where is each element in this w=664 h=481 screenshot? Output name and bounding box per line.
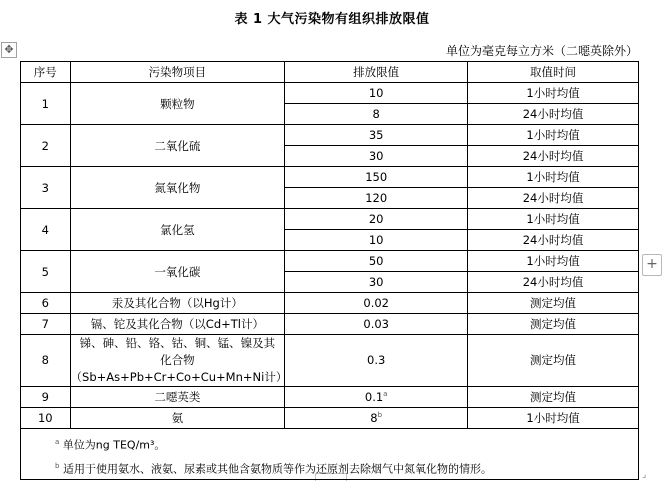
note-text: 适用于使用氨水、液氨、尿素或其他含氨物质等作为还原剂去除烟气中氮氧化物的情形。 bbox=[62, 462, 492, 476]
row-name: 镉、铊及其化合物（以Cd+Tl计） bbox=[70, 314, 285, 335]
table-row bbox=[21, 314, 639, 335]
row-time: 24小时均值 bbox=[468, 272, 639, 293]
row-limit: 35 bbox=[285, 125, 468, 146]
row-no: 7 bbox=[21, 314, 71, 335]
row-limit: 30 bbox=[285, 272, 468, 293]
row-no: 1 bbox=[21, 83, 71, 125]
row-no: 3 bbox=[21, 167, 71, 209]
table-row bbox=[21, 293, 639, 314]
footnote-ref: b bbox=[377, 411, 383, 420]
row-name: 颗粒物 bbox=[70, 83, 285, 125]
row-no: 5 bbox=[21, 251, 71, 293]
note-a bbox=[55, 432, 638, 456]
row-name: 一氧化碳 bbox=[70, 251, 285, 293]
row-time: 测定均值 bbox=[468, 314, 639, 335]
row-time: 24小时均值 bbox=[468, 146, 639, 167]
row-limit: 0.3 bbox=[285, 335, 468, 387]
resize-icon[interactable]: ⌟ bbox=[642, 470, 647, 480]
note-mark: a bbox=[55, 438, 60, 446]
row-no: 2 bbox=[21, 125, 71, 167]
row-time: 1小时均值 bbox=[468, 167, 639, 188]
table-row bbox=[21, 167, 639, 188]
row-limit bbox=[285, 387, 468, 408]
note-b bbox=[55, 456, 638, 480]
unit-note: 单位为毫克每立方米（二噁英除外） bbox=[445, 44, 638, 58]
row-limit: 120 bbox=[285, 188, 468, 209]
table-row bbox=[21, 387, 639, 408]
table-row bbox=[21, 209, 639, 230]
row-time: 测定均值 bbox=[468, 335, 639, 387]
row-name: 氯化氢 bbox=[70, 209, 285, 251]
row-name: 二噁英类 bbox=[70, 387, 285, 408]
row-name: 汞及其化合物（以Hg计） bbox=[70, 293, 285, 314]
row-no: 6 bbox=[21, 293, 71, 314]
row-limit: 150 bbox=[285, 167, 468, 188]
limit-value: 0.1 bbox=[364, 390, 384, 404]
move-handle-icon[interactable]: ✥ bbox=[1, 42, 17, 58]
row-no: 4 bbox=[21, 209, 71, 251]
add-column-icon[interactable]: + bbox=[642, 254, 662, 276]
header-limit: 排放限值 bbox=[285, 62, 468, 83]
row-limit: 8 bbox=[285, 104, 468, 125]
row-limit: 50 bbox=[285, 251, 468, 272]
table-title: 表 1 大气污染物有组织排放限值 bbox=[234, 12, 430, 27]
row-limit: 0.02 bbox=[285, 293, 468, 314]
row-name: 氮氧化物 bbox=[70, 167, 285, 209]
row-limit: 0.03 bbox=[285, 314, 468, 335]
table-row bbox=[21, 335, 639, 387]
row-limit: 30 bbox=[285, 146, 468, 167]
table-row bbox=[21, 125, 639, 146]
row-time: 1小时均值 bbox=[468, 125, 639, 146]
row-limit: 10 bbox=[285, 83, 468, 104]
row-name-line1: 锑、砷、铅、铬、钴、铜、锰、镍及其 bbox=[79, 336, 276, 350]
row-no: 9 bbox=[21, 387, 71, 408]
header-row bbox=[21, 62, 639, 83]
row-time: 测定均值 bbox=[468, 293, 639, 314]
row-name: 二氧化硫 bbox=[70, 125, 285, 167]
header-name: 污染物项目 bbox=[70, 62, 285, 83]
row-time: 测定均值 bbox=[468, 387, 639, 408]
row-time: 24小时均值 bbox=[468, 230, 639, 251]
footnote-ref: a bbox=[383, 390, 388, 399]
row-time: 1小时均值 bbox=[468, 83, 639, 104]
note-text: 单位为ng TEQ/m³。 bbox=[62, 438, 166, 452]
row-limit: 10 bbox=[285, 230, 468, 251]
header-time: 取值时间 bbox=[468, 62, 639, 83]
row-no: 8 bbox=[21, 335, 71, 387]
row-time: 24小时均值 bbox=[468, 188, 639, 209]
header-no: 序号 bbox=[21, 62, 71, 83]
note-mark: b bbox=[55, 461, 60, 470]
row-limit bbox=[285, 408, 468, 429]
row-no: 10 bbox=[21, 408, 71, 429]
row-name-line2: 化合物（Sb+As+Pb+Cr+Co+Cu+Mn+Ni计） bbox=[70, 353, 288, 384]
row-time: 1小时均值 bbox=[468, 251, 639, 272]
notes-cell bbox=[21, 429, 639, 480]
limit-value: 8 bbox=[370, 411, 378, 425]
emission-limits-table bbox=[20, 61, 639, 480]
row-name: 氨 bbox=[70, 408, 285, 429]
row-time: 1小时均值 bbox=[468, 209, 639, 230]
row-name bbox=[70, 335, 288, 387]
row-time: 24小时均值 bbox=[468, 104, 639, 125]
notes-row bbox=[21, 429, 639, 480]
row-limit: 20 bbox=[285, 209, 468, 230]
table-row bbox=[21, 83, 639, 104]
table-row bbox=[21, 251, 639, 272]
table-row bbox=[21, 408, 639, 429]
row-time: 1小时均值 bbox=[468, 408, 639, 429]
